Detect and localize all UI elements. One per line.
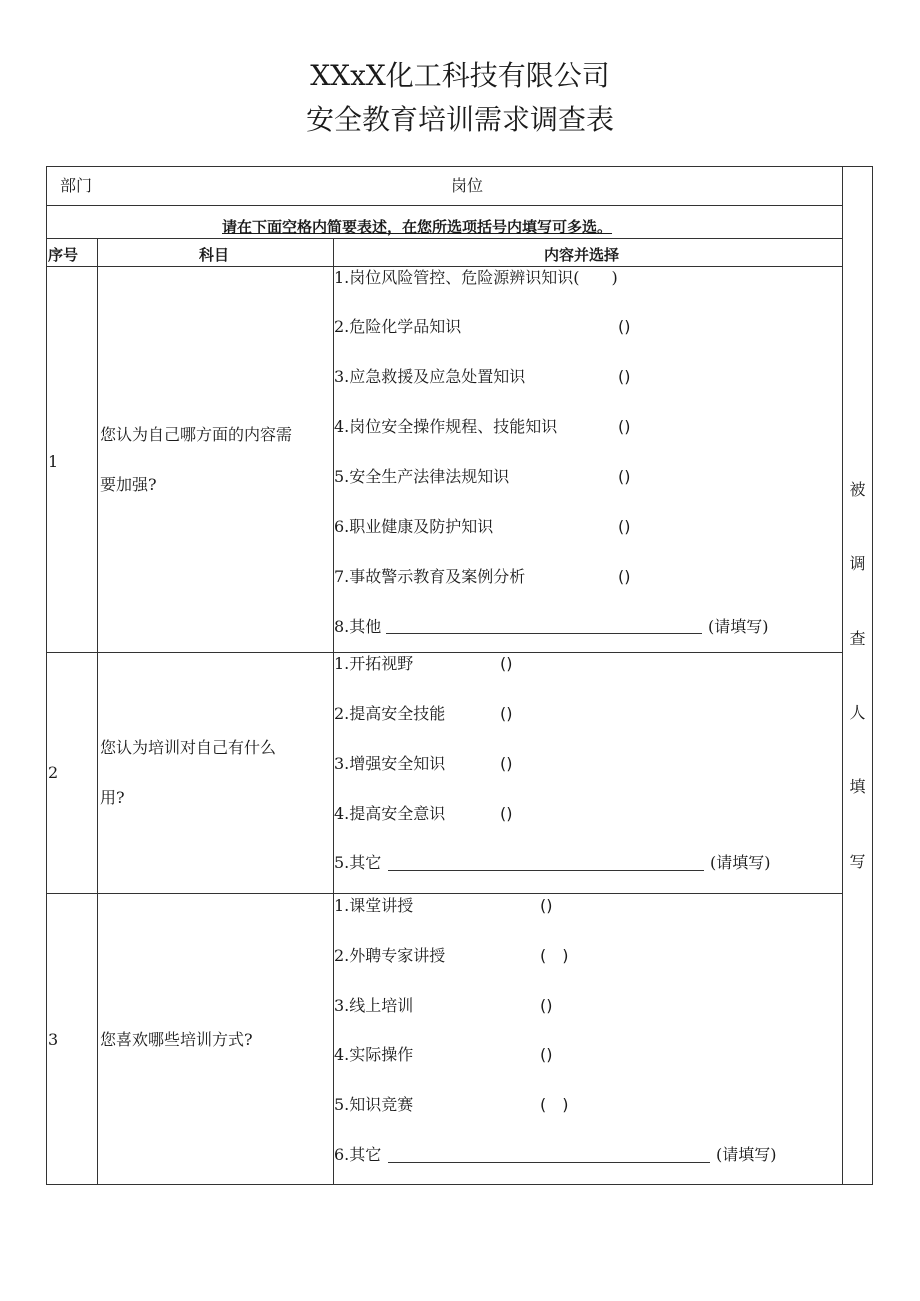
q2-option-3: 3.增强安全知识: [334, 754, 446, 773]
q2-option-4: 4.提高安全意识: [334, 804, 446, 823]
post-label: 岗位: [451, 176, 484, 195]
q1-option-7-checkbox[interactable]: (): [618, 567, 631, 586]
q1-option-5-checkbox[interactable]: (): [618, 467, 631, 486]
q2-option-4-checkbox[interactable]: (): [500, 804, 513, 823]
q1-number: 1: [48, 452, 59, 471]
q3-option-5: 5.知识竞赛: [334, 1095, 414, 1114]
q3-option-4-checkbox[interactable]: (): [540, 1045, 553, 1064]
side-label-char: 写: [849, 852, 866, 871]
q3-fill-blank[interactable]: [388, 1162, 710, 1163]
q3-option-2: 2.外聘专家讲授: [334, 946, 446, 965]
q1-option-6: 6.职业健康及防护知识: [334, 517, 494, 536]
q1-question-line2: 要加强?: [100, 475, 157, 494]
side-label-char: 填: [849, 777, 866, 796]
q3-question: 您喜欢哪些培训方式?: [100, 1030, 253, 1049]
q1-option-3: 3.应急救援及应急处置知识: [334, 367, 526, 386]
form-title: 安全教育培训需求调查表: [305, 103, 614, 136]
q1-option-2: 2.危险化学品知识: [334, 317, 462, 336]
q1-option-1: 1.岗位风险管控、危险源辨识知识( ): [334, 268, 618, 287]
q2-fill-blank[interactable]: [388, 870, 704, 871]
q1-fill-note: (请填写): [708, 617, 769, 636]
q1-option-2-checkbox[interactable]: (): [618, 317, 631, 336]
col-header-content: 内容并选择: [544, 246, 620, 264]
q2-option-2: 2.提高安全技能: [334, 704, 446, 723]
q1-fill-blank[interactable]: [386, 633, 702, 634]
q1-question-line1: 您认为自己哪方面的内容需: [100, 425, 293, 444]
q3-option-5-checkbox[interactable]: ( ): [540, 1095, 569, 1114]
col-header-no: 序号: [48, 246, 79, 264]
q2-question-line1: 您认为培训对自己有什么: [100, 738, 277, 757]
q3-option-6: 6.其它: [334, 1145, 382, 1164]
q3-number: 3: [48, 1030, 59, 1049]
q2-question-line2: 用?: [100, 788, 125, 807]
q3-option-1: 1.课堂讲授: [334, 896, 414, 915]
col-header-subject: 科目: [199, 246, 230, 264]
q1-option-7: 7.事故警示教育及案例分析: [334, 567, 526, 586]
q3-option-2-checkbox[interactable]: ( ): [540, 946, 569, 965]
side-label-char: 查: [849, 629, 866, 648]
q1-option-6-checkbox[interactable]: (): [618, 517, 631, 536]
side-label-char: 人: [849, 703, 866, 722]
q1-option-4-checkbox[interactable]: (): [618, 417, 631, 436]
q1-option-8: 8.其他: [334, 617, 382, 636]
q2-option-1-checkbox[interactable]: (): [500, 654, 513, 673]
q3-option-1-checkbox[interactable]: (): [540, 896, 553, 915]
instruction-text: 请在下面空格内简要表述，在您所选项括号内填写可多选。: [222, 218, 613, 236]
company-name: XXxX化工科技有限公司: [310, 59, 610, 92]
q3-option-4: 4.实际操作: [334, 1045, 414, 1064]
q2-option-1: 1.开拓视野: [334, 654, 414, 673]
q3-fill-note: (请填写): [716, 1145, 777, 1164]
q2-option-3-checkbox[interactable]: (): [500, 754, 513, 773]
q1-option-5: 5.安全生产法律法规知识: [334, 467, 510, 486]
q3-option-3: 3.线上培训: [334, 996, 414, 1015]
q2-option-2-checkbox[interactable]: (): [500, 704, 513, 723]
q1-option-3-checkbox[interactable]: (): [618, 367, 631, 386]
q1-option-4: 4.岗位安全操作规程、技能知识: [334, 417, 558, 436]
side-label-char: 调: [849, 554, 866, 573]
q3-option-3-checkbox[interactable]: (): [540, 996, 553, 1015]
q2-number: 2: [48, 763, 59, 782]
q2-option-5: 5.其它: [334, 853, 382, 872]
q2-fill-note: (请填写): [710, 853, 771, 872]
dept-label: 部门: [60, 176, 93, 195]
side-label-char: 被: [849, 480, 866, 499]
